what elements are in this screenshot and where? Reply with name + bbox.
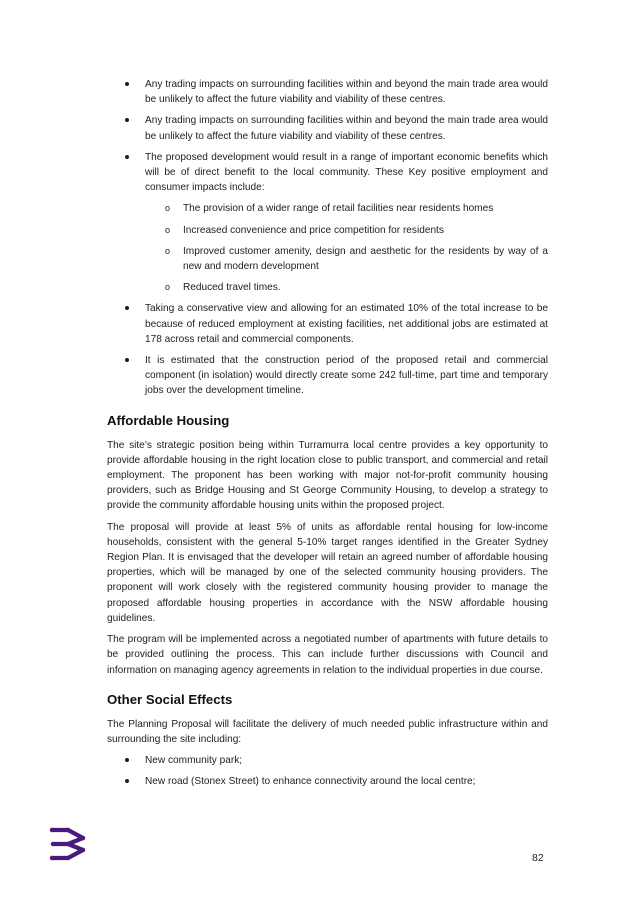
bullet-dot: [125, 358, 129, 362]
company-logo-icon: [48, 825, 90, 863]
sub-bullet-marker: o: [165, 224, 171, 235]
bullet-text: Any trading impacts on surrounding facilities within and beyond the main trade area would be unlikely to affect the future viability and viability of these centres.: [145, 79, 548, 106]
paragraph: The site’s strategic position being within Turramurra local centre provides a key opportunity to provide affordable housing in the right location close to public transport, and commercial and retail employment. The proponent has been working with major not-for-profit community housing providers, such as Bridge Housing and St George Community Housing, to develop a strategy to provide the community affordable housing units within the proposed project.: [107, 439, 548, 512]
bullet-dot: [125, 758, 129, 762]
bullet-text: The proposed development would result in a range of important economic benefits which will be of direct benefit to the local community. These Key positive employment and consumer impacts include:: [145, 151, 548, 194]
paragraph: The Planning Proposal will facilitate the delivery of much needed public infrastructure within and surrounding the site including:: [107, 718, 548, 745]
paragraph: The proposal will provide at least 5% of units as affordable rental housing for low-income households, consistent with the general 5-10% target ranges identified in the Greater Sydney Region Plan. It is envisaged that the developer will retain an agreed number of affordable housing properties, which will be managed by one of the selected community housing providers. The proponent will work closely with the registered community housing provider to manage the proposed affordable housing properties in accordance with the NSW affordable housing guidelines.: [107, 521, 548, 624]
bullet-dot: [125, 118, 129, 122]
sub-bullet-text: The provision of a wider range of retail facilities near residents homes: [183, 203, 494, 215]
bullet-item: [107, 77, 548, 107]
bullet-text: Taking a conservative view and allowing for an estimated 10% of the total increase to be because of reduced employment at existing facilities, net additional jobs are estimated at 178 across retail and commercial components.: [145, 303, 548, 345]
bullet-item: [107, 774, 548, 789]
sub-bullet-item: [107, 280, 548, 295]
page-number: 82: [532, 852, 544, 864]
bullet-item: [107, 113, 548, 143]
sub-bullet-item: [107, 201, 548, 216]
bullet-item: [107, 301, 548, 347]
bullet-dot: [125, 82, 129, 86]
bullet-item: [107, 753, 548, 768]
sub-bullet-marker: o: [165, 203, 171, 214]
sub-bullet-marker: o: [165, 245, 171, 256]
bullet-text: Any trading impacts on surrounding facilities within and beyond the main trade area would be unlikely to affect the future viability and viability of these centres.: [145, 115, 548, 142]
paragraph: The program will be implemented across a negotiated number of apartments with future details to be provided outlining the process. This can include further discussions with Council and information on managing agency agreements in relation to the individual properties in due course.: [107, 634, 548, 676]
sub-bullet-text: Reduced travel times.: [183, 282, 281, 294]
bullet-item: [107, 353, 548, 399]
bullet-dot: [125, 155, 129, 159]
bullet-dot: [125, 306, 129, 310]
bullet-text: New community park;: [145, 755, 243, 767]
page-content: [107, 77, 548, 796]
section-heading-other-social-effects: Other Social Effects: [107, 691, 233, 707]
section-heading-affordable-housing: Affordable Housing: [107, 412, 230, 428]
bullet-dot: [125, 779, 129, 783]
sub-bullet-item: [107, 223, 548, 238]
sub-bullet-text: Improved customer amenity, design and aesthetic for the residents by way of a new and modern development: [183, 245, 548, 273]
sub-bullet-marker: o: [165, 282, 171, 293]
bullet-item: [107, 150, 548, 196]
bullet-text: It is estimated that the construction period of the proposed retail and commercial component (in isolation) would directly create some 242 full-time, part time and temporary jobs over the development timeline.: [145, 355, 548, 397]
sub-bullet-text: Increased convenience and price competition for residents: [183, 224, 444, 236]
sub-bullet-item: [107, 244, 548, 274]
bullet-text: New road (Stonex Street) to enhance connectivity around the local centre;: [145, 776, 476, 788]
